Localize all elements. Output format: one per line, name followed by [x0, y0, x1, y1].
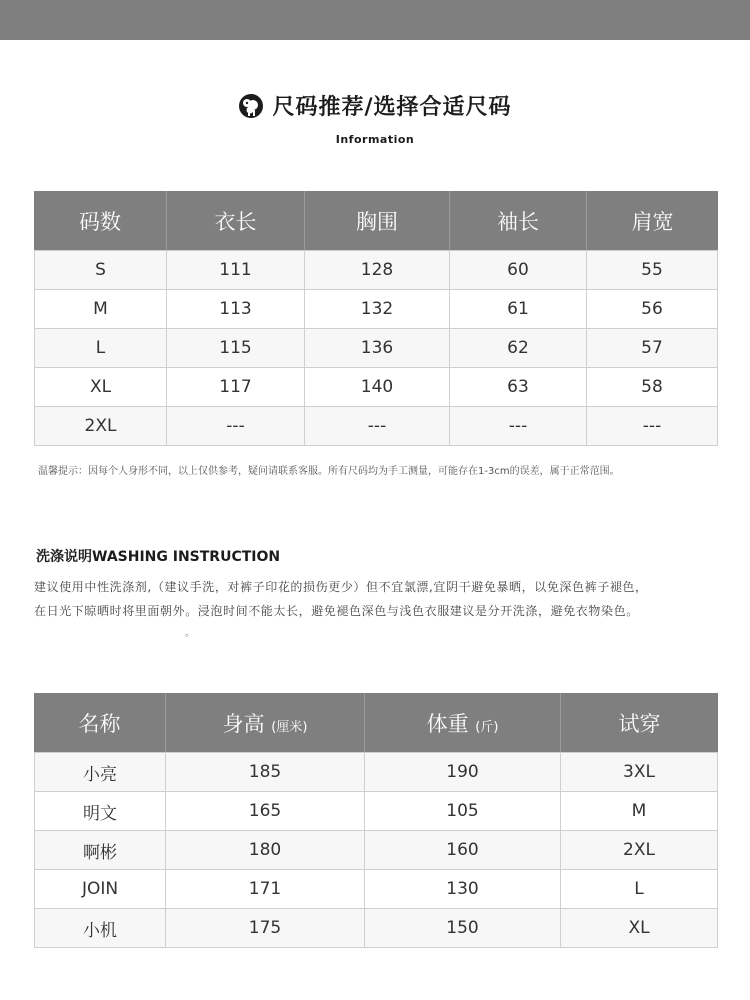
name-cell: 明文	[34, 792, 166, 831]
length-cell: ---	[167, 407, 305, 446]
length-cell: 111	[167, 250, 305, 290]
chest-cell: 136	[305, 329, 450, 368]
column-header	[561, 693, 718, 752]
column-header-unit: (厘米)	[271, 719, 308, 735]
size-cell: XL	[34, 368, 167, 407]
sleeve-cell: 62	[450, 329, 587, 368]
sleeve-cell: 60	[450, 250, 587, 290]
column-header: 袖长	[450, 191, 587, 250]
title-section	[0, 90, 750, 123]
fit-table-header	[34, 693, 718, 752]
height-cell: 180	[166, 831, 365, 870]
length-cell: 117	[167, 368, 305, 407]
tried-size-cell: XL	[561, 909, 718, 948]
length-cell: 113	[167, 290, 305, 329]
table-row	[34, 752, 718, 792]
washing-text: 建议使用中性洗涤剂,（建议手洗，对裤子印花的损伤更少）但不宜氯漂,宜阴干避免暴晒，以免深色裤子褪色，	[34, 580, 648, 594]
sleeve-cell: 63	[450, 368, 587, 407]
washing-text: 。	[185, 628, 195, 639]
table-row	[34, 290, 718, 329]
chest-cell: ---	[305, 407, 450, 446]
chest-cell: 128	[305, 250, 450, 290]
sleeve-cell: ---	[450, 407, 587, 446]
tried-size-cell: 3XL	[561, 752, 718, 792]
weight-cell: 190	[365, 752, 561, 792]
tried-size-cell: M	[561, 792, 718, 831]
washing-text: 在日光下晾晒时将里面朝外。浸泡时间不能太长，避免褪色深色与浅色衣服建议是分开洗涤，避免衣物染色。	[34, 604, 639, 618]
shoulder-cell: 55	[587, 250, 718, 290]
weight-cell: 150	[365, 909, 561, 948]
weight-cell: 105	[365, 792, 561, 831]
shoulder-cell: 56	[587, 290, 718, 329]
table-row	[34, 831, 718, 870]
height-cell: 175	[166, 909, 365, 948]
table-row	[34, 329, 718, 368]
table-row	[34, 870, 718, 909]
page-subtitle: Information	[335, 133, 415, 146]
weight-cell: 160	[365, 831, 561, 870]
shoulder-cell: 58	[587, 368, 718, 407]
size-cell: S	[34, 250, 167, 290]
column-header	[365, 693, 561, 752]
size-note: 温馨提示：因每个人身形不同，以上仅供参考，疑问请联系客服。所有尺码均为手工测量，可能存在1-3cm的误差，属于正常范围。	[38, 466, 620, 477]
table-row	[34, 368, 718, 407]
size-table-header	[34, 191, 718, 250]
height-cell: 165	[166, 792, 365, 831]
name-cell: 啊彬	[34, 831, 166, 870]
washing-title: 洗涤说明WASHING INSTRUCTION	[36, 549, 281, 565]
tried-size-cell: 2XL	[561, 831, 718, 870]
top-banner	[0, 0, 750, 40]
column-header: 衣长	[167, 191, 305, 250]
name-cell: 小机	[34, 909, 166, 948]
chest-cell: 132	[305, 290, 450, 329]
length-cell: 115	[167, 329, 305, 368]
shoulder-cell: ---	[587, 407, 718, 446]
poodle-icon	[238, 93, 264, 119]
size-cell: 2XL	[34, 407, 167, 446]
column-header	[166, 693, 365, 752]
weight-cell: 130	[365, 870, 561, 909]
column-header-label: 身高	[222, 711, 265, 736]
table-row	[34, 909, 718, 948]
height-cell: 185	[166, 752, 365, 792]
table-row	[34, 407, 718, 446]
table-row	[34, 792, 718, 831]
column-header-label: 名称	[78, 711, 121, 736]
tried-size-cell: L	[561, 870, 718, 909]
column-header: 肩宽	[587, 191, 718, 250]
chest-cell: 140	[305, 368, 450, 407]
size-cell: L	[34, 329, 167, 368]
column-header: 码数	[34, 191, 167, 250]
shoulder-cell: 57	[587, 329, 718, 368]
column-header-unit: (斤)	[475, 719, 499, 735]
column-header-label: 试穿	[618, 711, 661, 736]
fit-table	[34, 693, 718, 948]
size-cell: M	[34, 290, 167, 329]
column-header: 胸围	[305, 191, 450, 250]
sleeve-cell: 61	[450, 290, 587, 329]
column-header-label: 体重	[426, 711, 469, 736]
name-cell: 小亮	[34, 752, 166, 792]
column-header	[34, 693, 166, 752]
table-row	[34, 250, 718, 290]
page-title: 尺码推荐/选择合适尺码	[272, 95, 512, 120]
size-table	[34, 191, 718, 446]
name-cell: JOIN	[34, 870, 166, 909]
height-cell: 171	[166, 870, 365, 909]
